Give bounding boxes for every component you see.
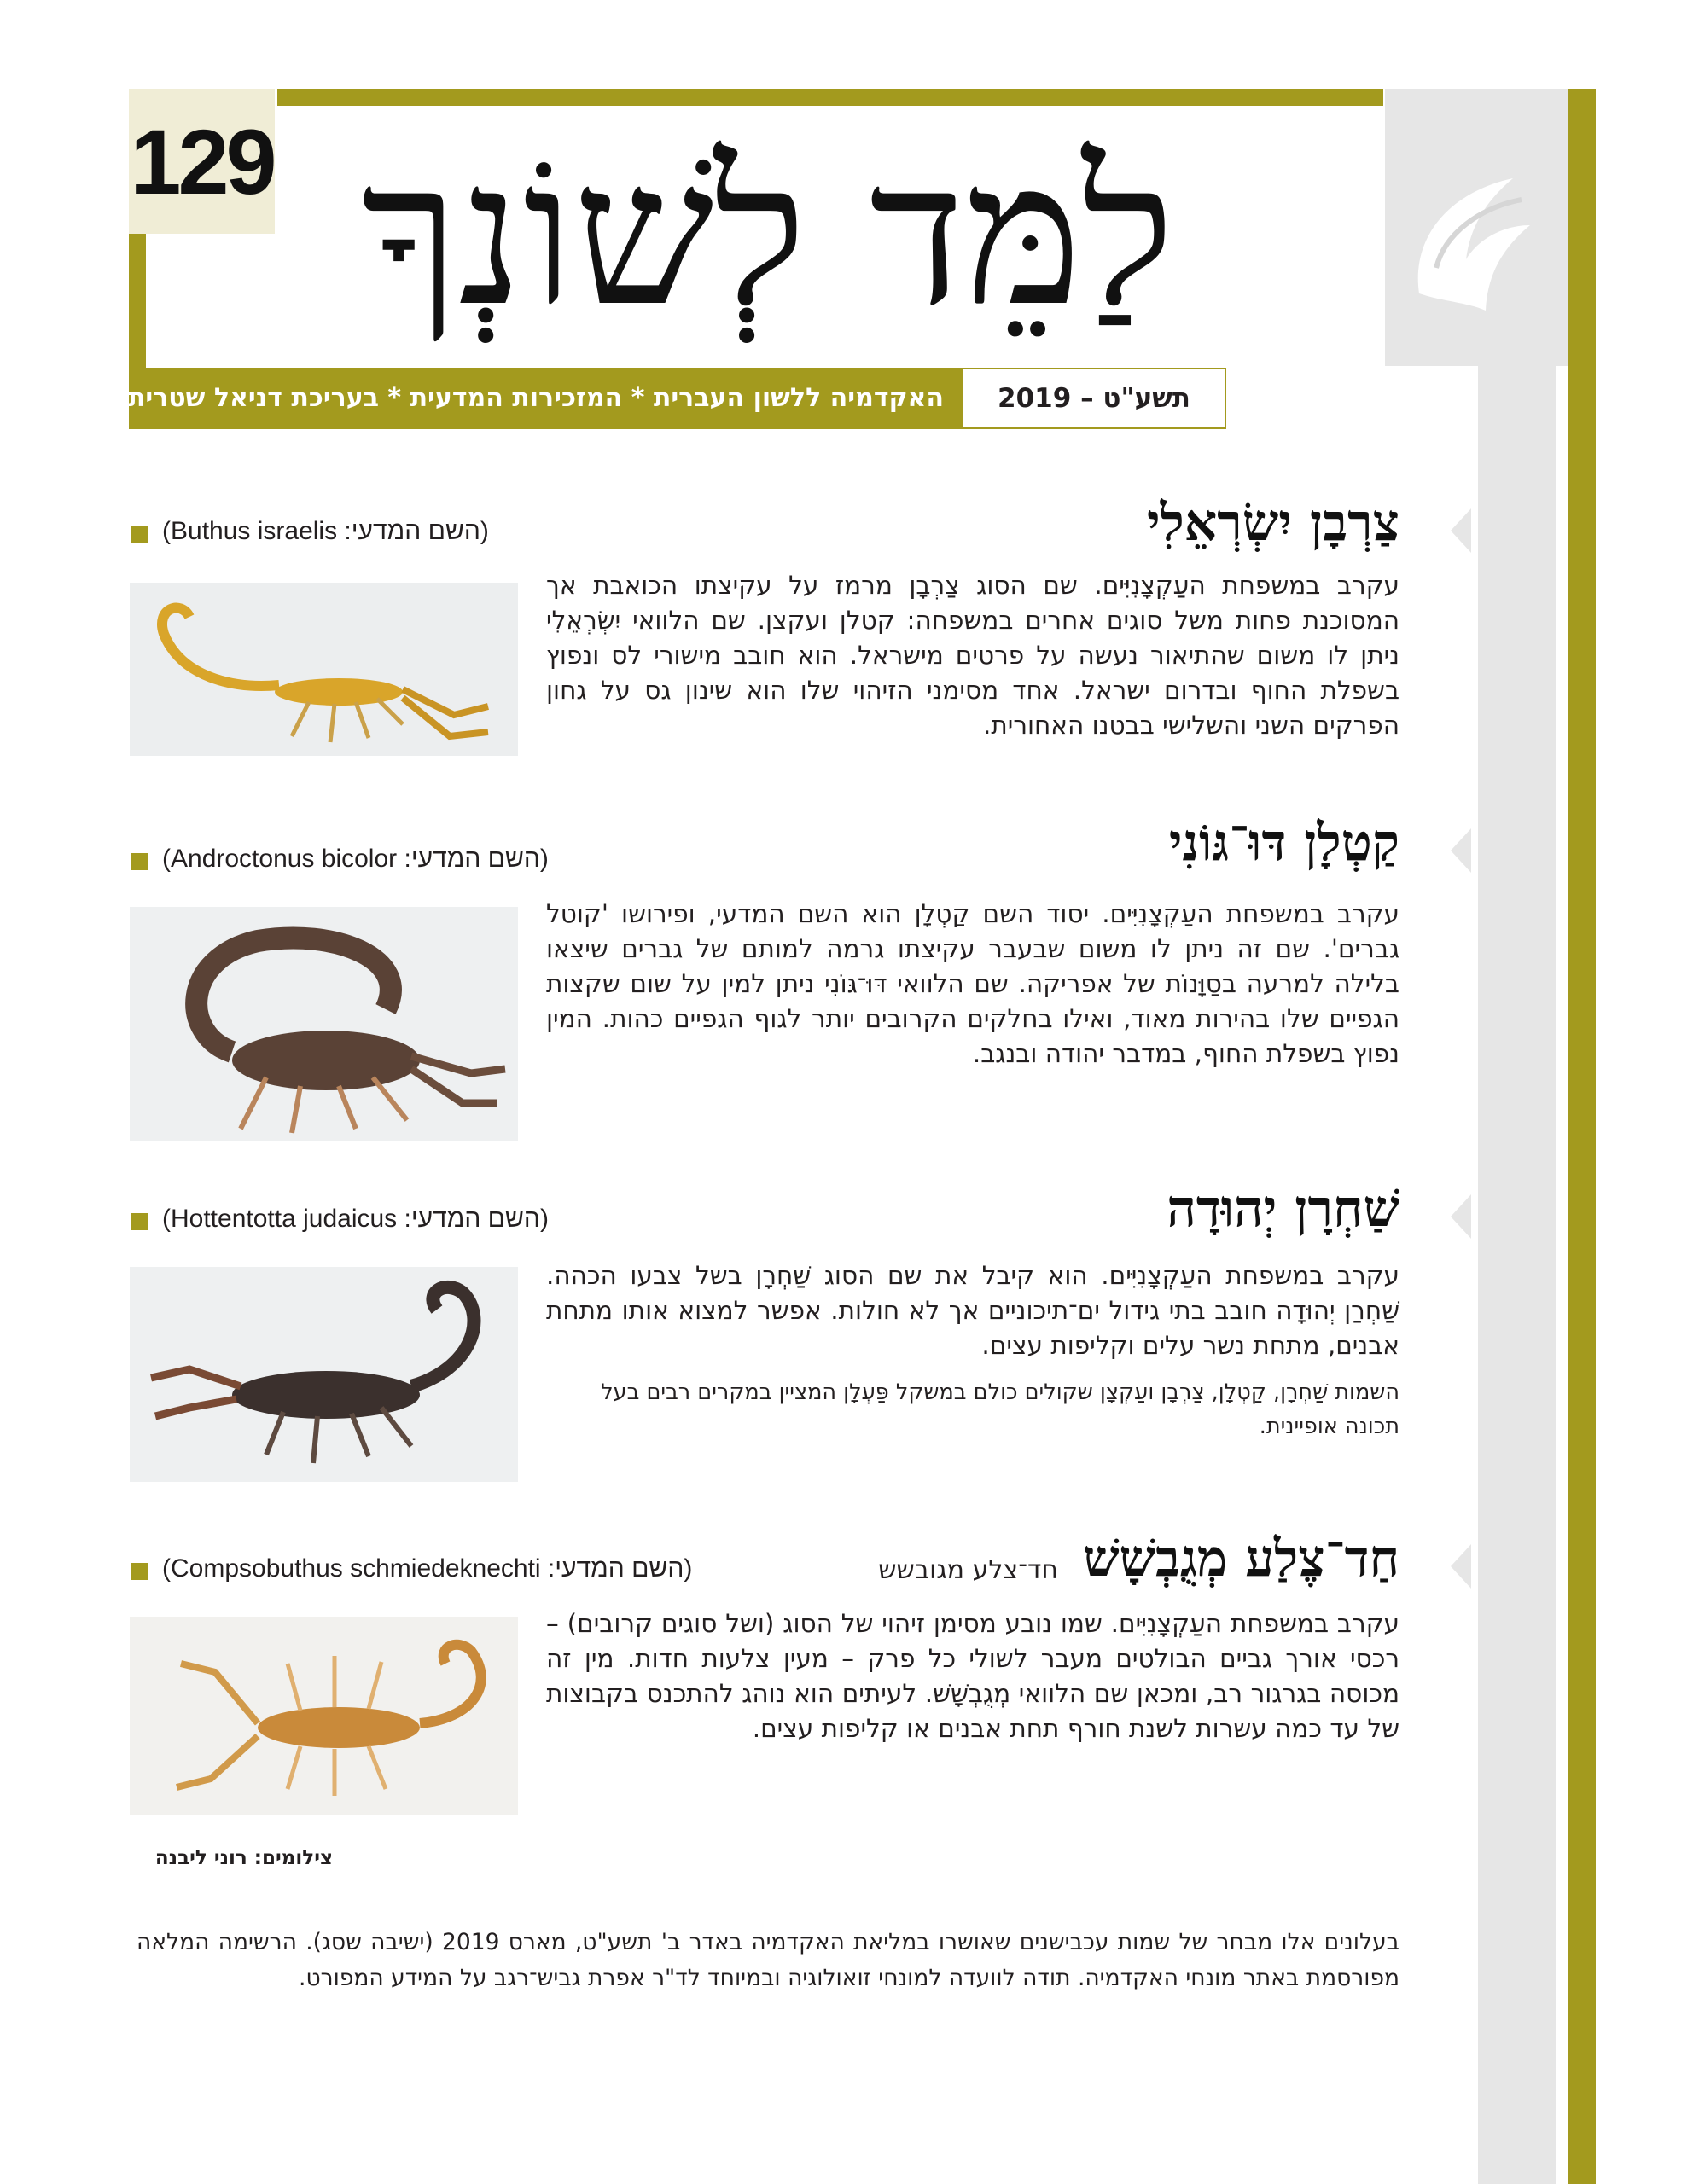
academy-logo-icon [1385,89,1568,366]
scientific-name [162,517,521,546]
entry-title: שַׁחְרָן יְהוּדָה [1167,1179,1399,1239]
scientific-latin: Androctonus bicolor) [162,845,398,873]
subtitle-text: האקדמיה ללשון העברית * המזכירות המדעית * בעריכת דניאל שטרית [127,383,944,413]
issue-number-box [129,89,275,234]
entry-variant: חד־צלע מגובשש [878,1555,1058,1585]
entry-title: חַד־צֶלַע מְגֻבְשָׁשׁ [1083,1529,1399,1589]
entry-body: עקרב במשפחת העַקְצָנִיִּים. יסוד השם קַטְלָן הוא השם המדעי, ופירושו 'קוטל גברים'. שם זה ניתן לו משום שבעבר עקיצתו גרמה למותם של גברים שיצאו בלילה למרעה בסַוָּנוֹת של אפריקה. שם הלוואי דּוּ־גּוֹנִי ניתן למין על שום שקצות הגפיים שלו בהירות מאוד, ואילו בחלקים הקרובים יותר לגוף הגפיים כהות. המין נפוץ בשפלת החוף, במדבר יהודה ובנגב. [546,899,1399,1068]
entry-tab-marker [1451,508,1471,553]
scientific-latin: Hottentotta judaicus) [162,1205,398,1233]
scorpion-compsobuthus-schmiedeknechti-photo [130,1617,518,1815]
year-label: תשע"ט – 2019 [998,383,1190,414]
masthead-title: לַמֵּד לְשׁוֹנְךָ [361,119,1175,350]
entry-photo [130,1267,518,1482]
scientific-latin: Compsobuthus schmiedeknechti) [162,1554,541,1583]
entry-photo [130,907,518,1141]
scorpion-androctonus-bicolor-photo [130,907,518,1141]
bullet-square [131,853,148,870]
scorpion-buthus-israelis-photo [130,583,518,756]
entry-photo [130,1617,518,1815]
scientific-label: (השם המדעי: [397,845,549,873]
entry-body: עקרב במשפחת העַקְצָנִיִּים. הוא קיבל את שם הסוג שַׁחְרָן בשל צבעו הכהה. שַׁחְרַן יְהוּדָה חובב בתי גידול ים־תיכוניים אך לא חולות. אפשר למצוא אותו מתחת אבנים, מתחת נשר עלים וקליפות עצים. [546,1261,1399,1360]
photo-credit: צילומים: רוני ליבנה [154,1847,333,1869]
right-accent-bar [1568,89,1596,2184]
entry-photo [130,583,518,756]
entry-tab-marker [1451,828,1471,873]
scorpion-hottentotta-judaicus-photo [130,1267,518,1482]
bullet-square [131,1213,148,1230]
scientific-name [162,1554,708,1583]
scientific-name [162,845,572,874]
bullet-square [131,526,148,543]
entry-title: צַרְבָן יִשְׂרְאֵלִי [1146,493,1399,553]
scientific-name [162,1205,572,1234]
entry-title: קַטְלָן דּוּ־גּוֹנִי [1168,813,1399,873]
footer-note: בעלונים אלו מבחר של שמות עכבישנים שאושרו במליאת האקדמיה באדר ב' תשע"ט, מארס 2019 (ישיבה שסג). הרשימה המלאה מפורסמת באתר מונחי האקדמיה. תודה לוועדה למונחי זואולוגיה ובמיוחד לד"ר אפרת גביש־רגב על המידע המפורט. [137,1929,1399,1991]
scientific-latin: Buthus israelis) [162,517,338,545]
entry-note: השמות שַׁחְרָן, קַטְלָן, צַרְבָן ועַקְצָן שקולים כולם במשקל פַּעְלָן המציין במקרים רבים בעל תכונה אופיינית. [601,1380,1399,1439]
entry-tab-marker [1451,1544,1471,1589]
top-accent-bar [277,89,1383,106]
scientific-label: (השם המדעי: [540,1554,693,1583]
entry-tab-marker [1451,1194,1471,1239]
bullet-square [131,1563,148,1580]
scientific-label: (השם המדעי: [397,1205,549,1233]
logo-panel [1385,89,1568,366]
entry-body: עקרב במשפחת העַקְצָנִיִּים. שם הסוג צַרְבָן מרמז על עקיצתו הכואבת אך המסוכנת פחות משל סוגים אחרים במשפחה: קטלן ועקצן. שם הלוואי יִשְׂרְאֵלִי ניתן לו משום שהתיאור נעשה על פרטים מישראל. הוא חובב מישורי לס ונפוץ בשפלת החוף ובדרום ישראל. אחד מסימני הזיהוי שלו הוא שינון גס על גחון הפרקים השני והשלישי בבטנו האחורית. [546,571,1399,740]
issue-number: 129 [130,109,274,213]
year-box [962,368,1226,429]
gray-side-column [1478,89,1556,2184]
entry-body: עקרב במשפחת העַקְצָנִיִּים. שמו נובע מסימן זיהוי של הסוג (ושל סוגים קרובים) – רכסי אורך גביים הבולטים מעבר לשולי כל פרק – מעין צלעות חדות. מין זה מכוסה בגרגור רב, ומכאן שם הלוואי מְגֻבְשָׁשׁ. לעיתים הוא נוהג להתכנס בקבוצות של עד כמה עשרות לשנת חורף תחת אבנים או קליפות עצים. [546,1609,1399,1743]
scientific-label: (השם המדעי: [337,517,489,545]
